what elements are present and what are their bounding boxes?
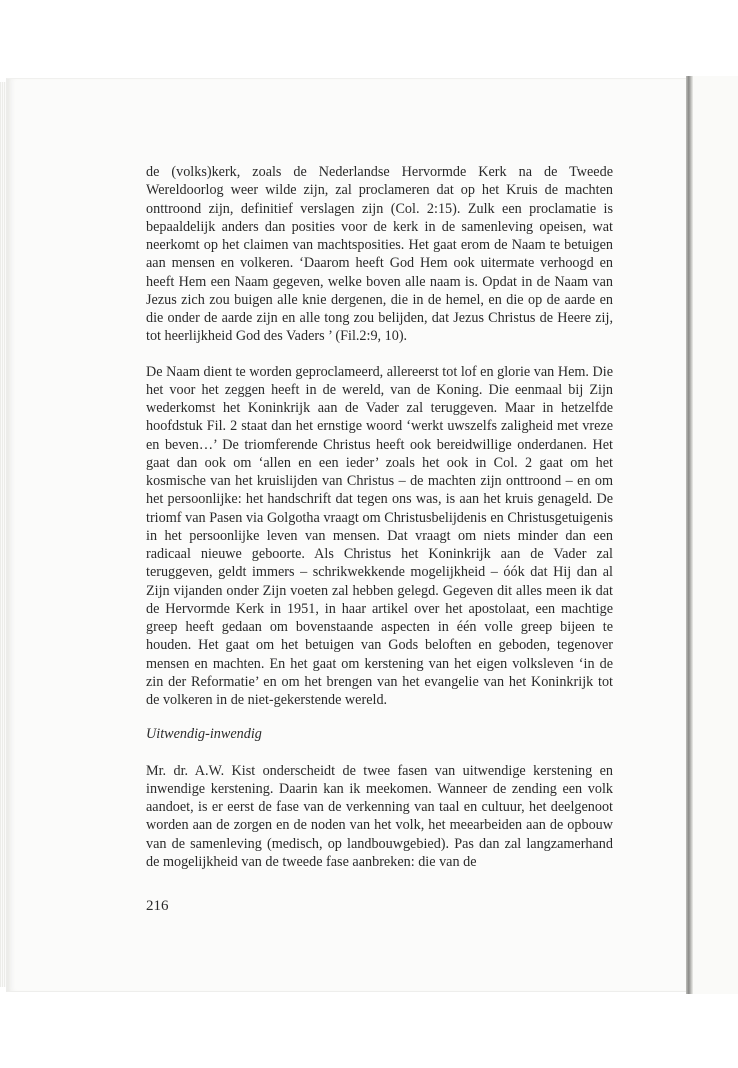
body-paragraph: de (volks)kerk, zoals de Nederlandse Hervormde Kerk na de Tweede Wereldoorlog weer wilde zijn, zal proclameren dat op het Kruis de machten onttroond zijn, definitief verslagen zijn (Col. 2:15). Zulk een proclamatie is bepaaldelijk anders dan posities voor de kerk in de samenleving opeisen, wat neerkomt op het claimen van machtsposities. Het gaat erom de Naam te betuigen aan mensen en volkeren. ‘Daarom heeft God Hem ook uitermate verhoogd en heeft Hem een Naam gegeven, welke boven alle naam is. Opdat in de Naam van Jezus zich zou buigen alle knie dergenen, die in de hemel, en die op de aarde en die onder de aarde zijn en alle tong zou belijden, dat Jezus Christus de Heere zij, tot heerlijkheid God des Vaders ’ (Fil.2:9, 10). xyxy=(146,164,613,345)
facing-page-edge xyxy=(692,76,738,994)
page-body-text xyxy=(146,163,613,871)
body-paragraph: De Naam dient te worden geproclameerd, allereerst tot lof en glorie van Hem. Die het voor het zeggen heeft in de wereld, van de Koning. Die eenmaal bij Zijn wederkomst het Koninkrijk aan de Vader zal teruggeven. Maar in hetzelfde hoofdstuk Fil. 2 staat dan het ernstige woord ‘werkt uwszelfs zaligheid met vreze en beven…’ De triomferende Christus heeft ook bereidwillige onderdanen. Het gaat dan ook om ‘allen en een ieder’ zoals het ook in Col. 2 gaat om het kosmische van het kruislijden van Christus – de machten zijn onttroond – en om het persoonlijke: het handschrift dat tegen ons was, is aan het kruis genageld. De triomf van Pasen via Golgotha vraagt om Christusbelijdenis en Christusgetuigenis in het persoonlijke leven van mensen. Dat vraagt om niets minder dan een radicaal nieuwe geboorte. Als Christus het Koninkrijk aan de Vader zal teruggeven, geldt immers – schrikwekkende mogelijkheid – óók dat Hij dan al Zijn vijanden onder Zijn voeten zal hebben gelegd. Gegeven dit alles meen ik dat de Hervormde Kerk in 1951, in haar artikel over het apostolaat, een machtige greep heeft gedaan om bovenstaande aspecten in één volle greep bijeen te houden. Het gaat om het betuigen van Gods beloften en geboden, tegenover mensen en machten. En het gaat om kerstening van het eigen volksleven ‘in de zin der Reformatie’ en om het brengen van het evangelie van het Koninkrijk tot de volkeren in de niet-gekerstende wereld. xyxy=(146,363,613,708)
body-paragraph: Mr. dr. A.W. Kist onderscheidt de twee fasen van uitwendige kerstening en inwendige kerstening. Daarin kan ik meekomen. Wanneer de zending een volk aandoet, is er eerst de fase van de verkenning van taal en cultuur, het deelgenoot worden aan de zorgen en de noden van het volk, het meearbeiden aan de opbouw van de samenleving (medisch, op landbouwgebied). Pas dan zal langzamerhand de mogelijkheid van de tweede fase aanbreken: die van de xyxy=(146,762,613,870)
section-heading: Uitwendig-inwendig xyxy=(146,726,262,743)
page-number: 216 xyxy=(146,898,169,914)
